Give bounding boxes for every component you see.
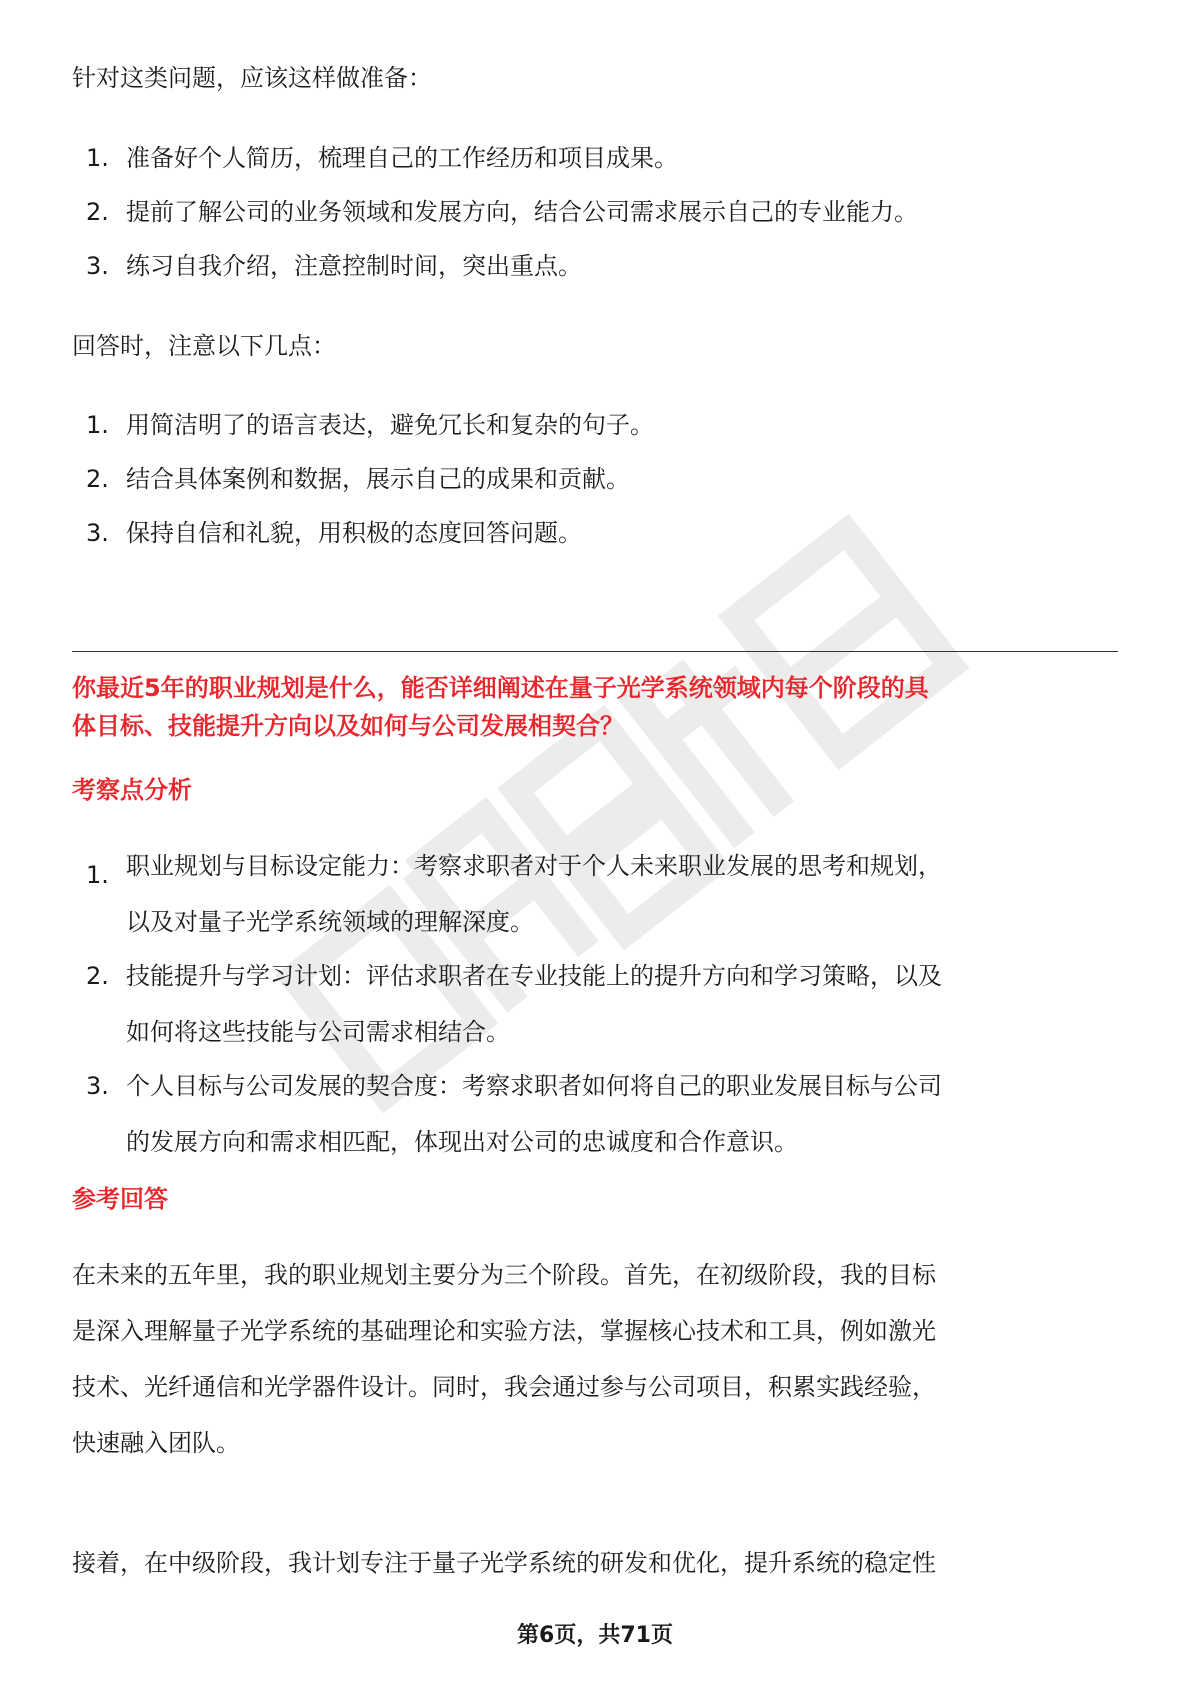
paragraph-line: 接着，在中级阶段，我计划专注于量子光学系统的研发和优化，提升系统的稳定性 [72, 1549, 936, 1577]
list-text-line: 职业规划与目标设定能力：考察求职者对于个人未来职业发展的思考和规划， [126, 852, 942, 880]
list-item [72, 194, 1118, 230]
reference-paragraph [72, 1545, 1118, 1581]
page-number: 第6页，共71页 [517, 1623, 673, 1648]
list-item [72, 1068, 1118, 1160]
list-text-line: 如何将这些技能与公司需求相结合。 [126, 1018, 510, 1046]
reference-paragraph [72, 1257, 1118, 1461]
list-number: 1. [86, 861, 109, 889]
reference-heading-text: 参考回答 [72, 1185, 168, 1213]
reference-heading [72, 1181, 1118, 1217]
list-number: 3. [86, 519, 109, 547]
list-text-line: 个人目标与公司发展的契合度：考察求职者如何将自己的职业发展目标与公司 [126, 1072, 942, 1100]
list-text: 保持自信和礼貌，用积极的态度回答问题。 [126, 519, 582, 547]
list-number: 3. [86, 1072, 109, 1100]
question-heading [72, 669, 1118, 745]
list-text: 提前了解公司的业务领域和发展方向，结合公司需求展示自己的专业能力。 [126, 198, 918, 226]
prep-list [72, 140, 1118, 284]
list-item [72, 848, 1118, 940]
list-item [72, 958, 1118, 1050]
list-text: 结合具体案例和数据，展示自己的成果和贡献。 [126, 465, 630, 493]
question-line: 体目标、技能提升方向以及如何与公司发展相契合？ [72, 712, 624, 740]
prep-intro: 针对这类问题，应该这样做准备： [72, 64, 432, 92]
question-line: 你最近5年的职业规划是什么，能否详细阐述在量子光学系统领域内每个阶段的具 [72, 674, 929, 702]
list-number: 2. [86, 962, 109, 990]
list-number: 2. [86, 198, 109, 226]
analysis-heading [72, 772, 1118, 808]
list-number: 2. [86, 465, 109, 493]
list-item [72, 515, 1118, 551]
paragraph-line: 是深入理解量子光学系统的基础理论和实验方法，掌握核心技术和工具，例如激光 [72, 1317, 936, 1345]
analysis-heading-text: 考察点分析 [72, 776, 192, 804]
list-text-line: 以及对量子光学系统领域的理解深度。 [126, 908, 534, 936]
list-text: 准备好个人简历，梳理自己的工作经历和项目成果。 [126, 144, 678, 172]
list-item [72, 140, 1118, 176]
answer-tips-intro: 回答时，注意以下几点： [72, 332, 336, 360]
list-number: 1. [86, 144, 109, 172]
list-item [72, 248, 1118, 284]
analysis-list [72, 848, 1118, 1160]
section-divider [72, 651, 1118, 652]
list-text-line: 的发展方向和需求相匹配，体现出对公司的忠诚度和合作意识。 [126, 1128, 798, 1156]
answer-tips-section [72, 328, 1118, 364]
list-text: 练习自我介绍，注意控制时间，突出重点。 [126, 252, 582, 280]
list-item [72, 407, 1118, 443]
list-number: 3. [86, 252, 109, 280]
list-item [72, 461, 1118, 497]
paragraph-line: 在未来的五年里，我的职业规划主要分为三个阶段。首先，在初级阶段，我的目标 [72, 1261, 936, 1289]
prep-section [72, 60, 1118, 96]
paragraph-line: 快速融入团队。 [72, 1429, 240, 1457]
list-text: 用简洁明了的语言表达，避免冗长和复杂的句子。 [126, 411, 654, 439]
paragraph-line: 技术、光纤通信和光学器件设计。同时，我会通过参与公司项目，积累实践经验， [72, 1373, 936, 1401]
answer-tips-list [72, 407, 1118, 551]
list-number: 1. [86, 411, 109, 439]
list-text-line: 技能提升与学习计划：评估求职者在专业技能上的提升方向和学习策略，以及 [126, 962, 942, 990]
